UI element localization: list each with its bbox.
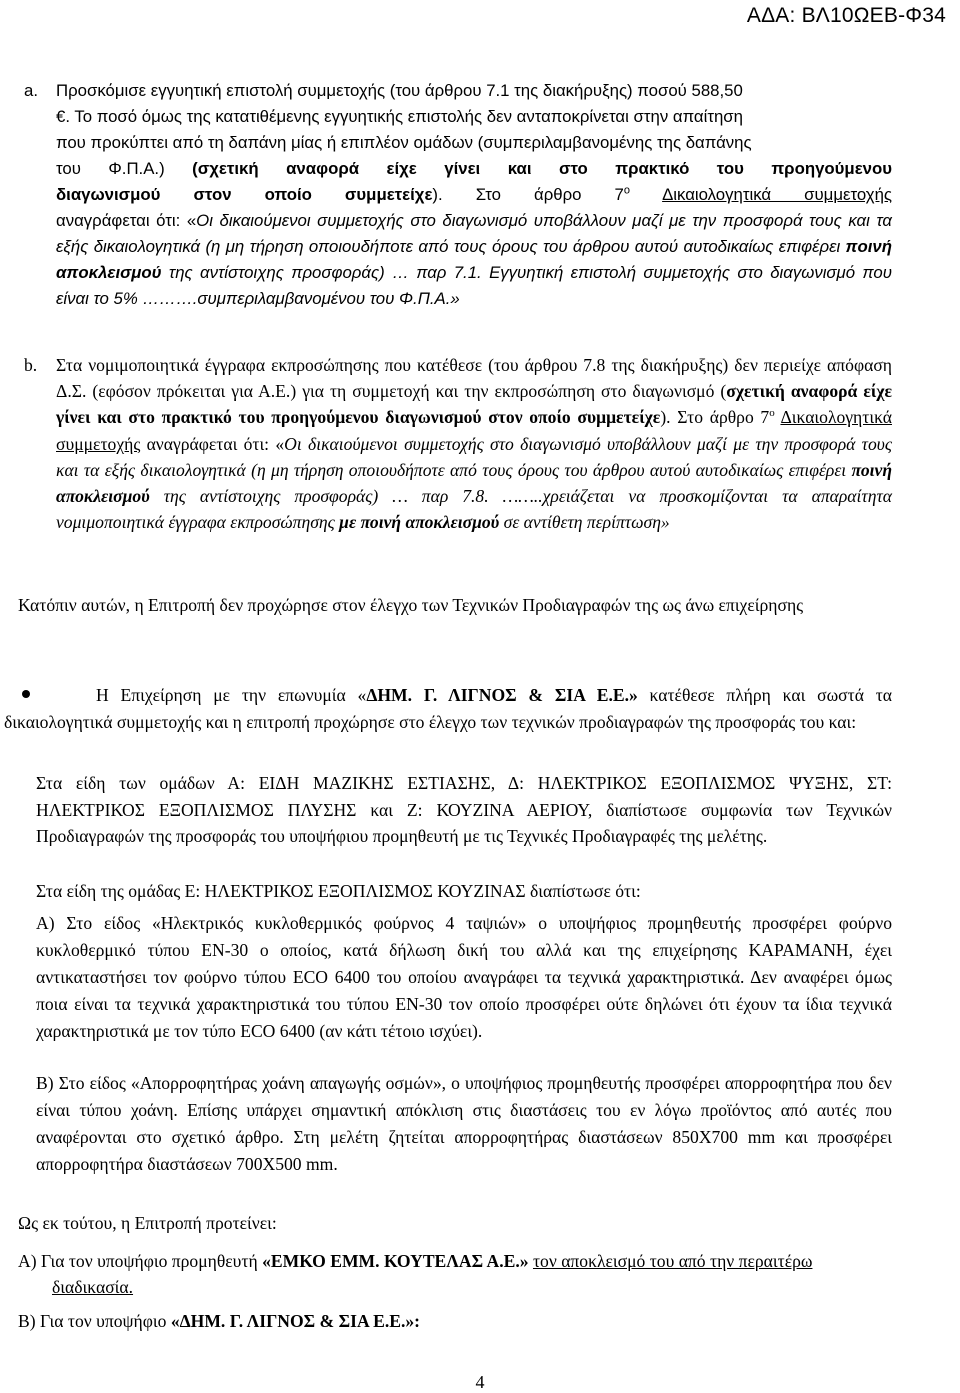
conclusion-2 <box>18 1210 892 1236</box>
section-a-quote-bold: ποινή αποκλεισμού <box>56 237 892 282</box>
proposal-a-text <box>18 1248 892 1300</box>
bullet-paragraph-text <box>4 682 892 735</box>
section-b-italic-3: σε αντίθετη περίπτωση» <box>499 512 670 533</box>
proposal-a-lead: Α) Για τον υποψήφιο προμηθευτή <box>18 1251 263 1271</box>
item-b-marker <box>4 878 36 904</box>
item-a-body: Στα είδη των ομάδων Α: ΕΙΔΗ ΜΑΖΙΚΗΣ ΕΣΤΙΑΣΗΣ, Δ: ΗΛΕΚΤΡΙΚΟΣ ΕΞΟΠΛΙΣΜΟΣ ΨΥΞΗΣ, ΣΤ: ΗΛΕΚΤΡΙΚΟΣ ΕΞΟΠΛΙΣΜΟΣ ΠΛΥΣΗΣ και Ζ: ΚΟΥΖΙΝΑ ΑΕΡΙΟΥ, διαπίστωσε συμφωνία των Τεχνικών Προδιαγραφών της προσφοράς του υποψήφιου προμηθευτή με τις Τεχνικές Προδιαγραφές της μελέτης. <box>36 773 892 846</box>
item-a <box>4 770 892 850</box>
proposal-b-lead: Β) Για τον υποψήφιο <box>18 1311 171 1331</box>
section-b-italic-2: της αντίστοιχης προσφοράς) … παρ 7.8. ……..χρειάζεται να προσκομίζονται τα απαραίτητα νομιμοποιητικά έγγραφα εκπροσώπησης <box>56 486 892 533</box>
proposal-b-text <box>18 1308 892 1334</box>
section-a-line-3: που προκύπτει από τη δαπάνη μίας ή επιπλέον ομάδων (συμπεριλαμβανομένης της δαπάνης <box>56 133 752 152</box>
item-b-body: Στα είδη της ομάδας Ε: ΗΛΕΚΤΡΙΚΟΣ ΕΞΟΠΛΙΣΜΟΣ ΚΟΥΖΙΝΑΣ διαπίστωσε ότι: <box>36 881 641 901</box>
section-b-text-1: Στα νομιμοποιητικά έγγραφα εκπροσώπησης που κατέθεσε (του άρθρου 7.8 της διακήρυξης) δεν περιείχε απόφαση Δ.Σ. (εφόσον πρόκειται για Α.Ε.) για τη συμμετοχή και την εκπροσώπηση στο διαγωνισμό ( <box>56 355 892 402</box>
conclusion-1 <box>18 592 892 618</box>
proposal-b-company: «ΔΗΜ. Γ. ΛΙΓΝΟΣ & ΣΙΑ Ε.Ε.»: <box>170 1311 421 1331</box>
section-a-line-2: €. Το ποσό όμως της κατατιθέμενης εγγυητικής επιστολής δεν ανταποκρίνεται στην απαίτηση <box>56 107 743 126</box>
proposal-a <box>18 1248 892 1300</box>
section-a-bold-5: διαγωνισμού στον οποίο συμμετείχε <box>56 185 433 204</box>
bullet-paragraph <box>4 682 892 735</box>
section-a-marker: a. <box>24 81 38 100</box>
sub-a-text: Α) Στο είδος «Ηλεκτρικός κυκλοθερμικός φούρνος 4 ταψιών» ο υποψήφιος προμηθευτής προσφέρει φούρνο κυκλοθερμικό τύπου ΕΝ-30 ο οποίος, κατά δήλωση δική του αλλά και της επιχείρησης ΚΑΡΑΜΑΝΗ, έχει αντικαταστήσει τον φούρνο τύπου ECO 6400 του οποίου αναγράφει τα τεχνικά χαρακτηριστικά. Δεν αναφέρει όμως ποια είναι τα τεχνικά χαρακτηριστικά του τύπου ΕΝ-30 τον οποίο προσφέρει ούτε δηλώνει ότι έχουν τα ίδια τεχνικά χαρακτηριστικά με τον τύπο ECO 6400 (αν κάτι τέτοιο ισχύει). <box>36 913 892 1041</box>
item-b <box>4 878 892 904</box>
section-a <box>24 78 893 312</box>
section-b-bold-3: με ποινή αποκλεισμού <box>339 512 500 533</box>
section-b-bold-2: ποινή αποκλεισμού <box>56 459 892 507</box>
section-a-bold-4: (σχετική αναφορά είχε γίνει και στο πρακτικό του προηγούμενου <box>192 159 893 178</box>
section-b-bold-1: σχετική αναφορά είχε γίνει και στο πρακτικό του προηγούμενου διαγωνισμού στον οποίο συμμετείχε <box>56 381 892 428</box>
conclusion-2-text: Ως εκ τούτου, η Επιτροπή προτείνει: <box>18 1213 277 1233</box>
proposal-b <box>18 1308 892 1334</box>
section-a-underline-5: Δικαιολογητικά συμμετοχής <box>662 185 892 204</box>
sub-a <box>36 910 892 1045</box>
section-b-text-3: αναγράφεται ότι: « <box>140 433 285 454</box>
section-a-quote-lead: αναγράφεται ότι: « <box>56 211 197 230</box>
section-a-line-5 <box>40 182 892 208</box>
company-name: ΔΗΜ. Γ. ΛΙΓΝΟΣ & ΣΙΑ Ε.Ε.» <box>366 685 638 705</box>
ada-code: ΑΔΑ: ΒΛ10ΩΕΒ-Φ34 <box>746 4 946 27</box>
section-a-quote <box>40 208 892 312</box>
superscript: ο <box>769 407 775 420</box>
section-a-text-4: του Φ.Π.Α.) <box>56 159 165 178</box>
section-b-italic-1: Οι δικαιούμενοι συμμετοχής στο διαγωνισμό υποβάλλουν μαζί με την προσφορά τους και τα εξής δικαιολογητικά (η μη τήρηση οποιουδήποτε από τους όρους του άρθρου αυτού αυτοδικαίως επιφέρει <box>56 433 892 480</box>
proposal-a-company: «ΕΜΚΟ ΕΜΜ. ΚΟΥΤΕΛΑΣ Α.Ε.» <box>262 1251 529 1271</box>
section-a-tail-5: ). Στο άρθρο 7 <box>432 185 624 204</box>
bullet-text-1: Η Επιχείρηση με την επωνυμία « <box>96 685 367 705</box>
proposal-a-exclusion: τον αποκλεισμό του από την περαιτέρω διαδικασία. <box>52 1251 813 1297</box>
section-a-quote-italic: Οι δικαιούμενοι συμμετοχής στο διαγωνισμό υποβάλλουν μαζί με την προσφορά τους και τα εξής δικαιολογητικά (η μη τήρηση οποιουδήποτε από τους όρους του άρθρου αυτού αυτοδικαίως επιφέρει <box>56 211 893 256</box>
superscript: ο <box>623 184 630 197</box>
section-a-line-1 <box>24 78 892 104</box>
item-a-marker <box>4 770 36 797</box>
sub-b-text: Β) Στο είδος «Απορροφητήρας χοάνη απαγωγής οσμών», ο υποψήφιος προμηθευτής προσφέρει απορροφητήρα που δεν είναι τύπου χοάνη. Επίσης υπάρχει σημαντική απόκλιση στις διαστάσεις του εν λόγω προϊόντος από αυτές που αναφέρονται στο σχετικό άρθρο. Στη μελέτη ζητείται απορροφητήρας διαστάσεων 850Χ700 mm και προσφέρει απορροφητήρα διαστάσεων 700Χ500 mm. <box>36 1073 892 1174</box>
sub-b <box>36 1070 892 1178</box>
section-b-marker: b. <box>24 355 38 375</box>
item-a-text <box>4 770 892 850</box>
section-b-underline: Δικαιολογητικά συμμετοχής <box>56 407 892 454</box>
conclusion-1-text: Κατόπιν αυτών, η Επιτροπή δεν προχώρησε στον έλεγχο των Τεχνικών Προδιαγραφών της ως άνω επιχείρησης <box>18 595 804 615</box>
section-b-text-2: ). Στο άρθρο 7 <box>660 407 770 428</box>
section-b <box>24 352 892 535</box>
section-a-quote-italic-2: της αντίστοιχης προσφοράς) … παρ 7.1. Εγγυητική επιστολή συμμετοχής στο διαγωνισμό που είναι το 5% ……….συμπεριλαμβανομένου του Φ.Π.Α.» <box>56 263 892 308</box>
item-b-text <box>4 878 892 904</box>
page-number: 4 <box>475 1372 485 1392</box>
section-b-paragraph <box>24 352 892 535</box>
section-a-line-4 <box>40 156 892 182</box>
bullet-text-2: κατέθεσε πλήρη και σωστά τα δικαιολογητικά συμμετοχής και η επιτροπή προχώρησε στο έλεγχο των τεχνικών προδιαγραφών της προσφοράς του και: <box>4 685 892 732</box>
section-a-text-1: Προσκόμισε εγγυητική επιστολή συμμετοχής (του άρθρου 7.1 της διακήρυξης) ποσού 588,50 <box>56 81 743 100</box>
